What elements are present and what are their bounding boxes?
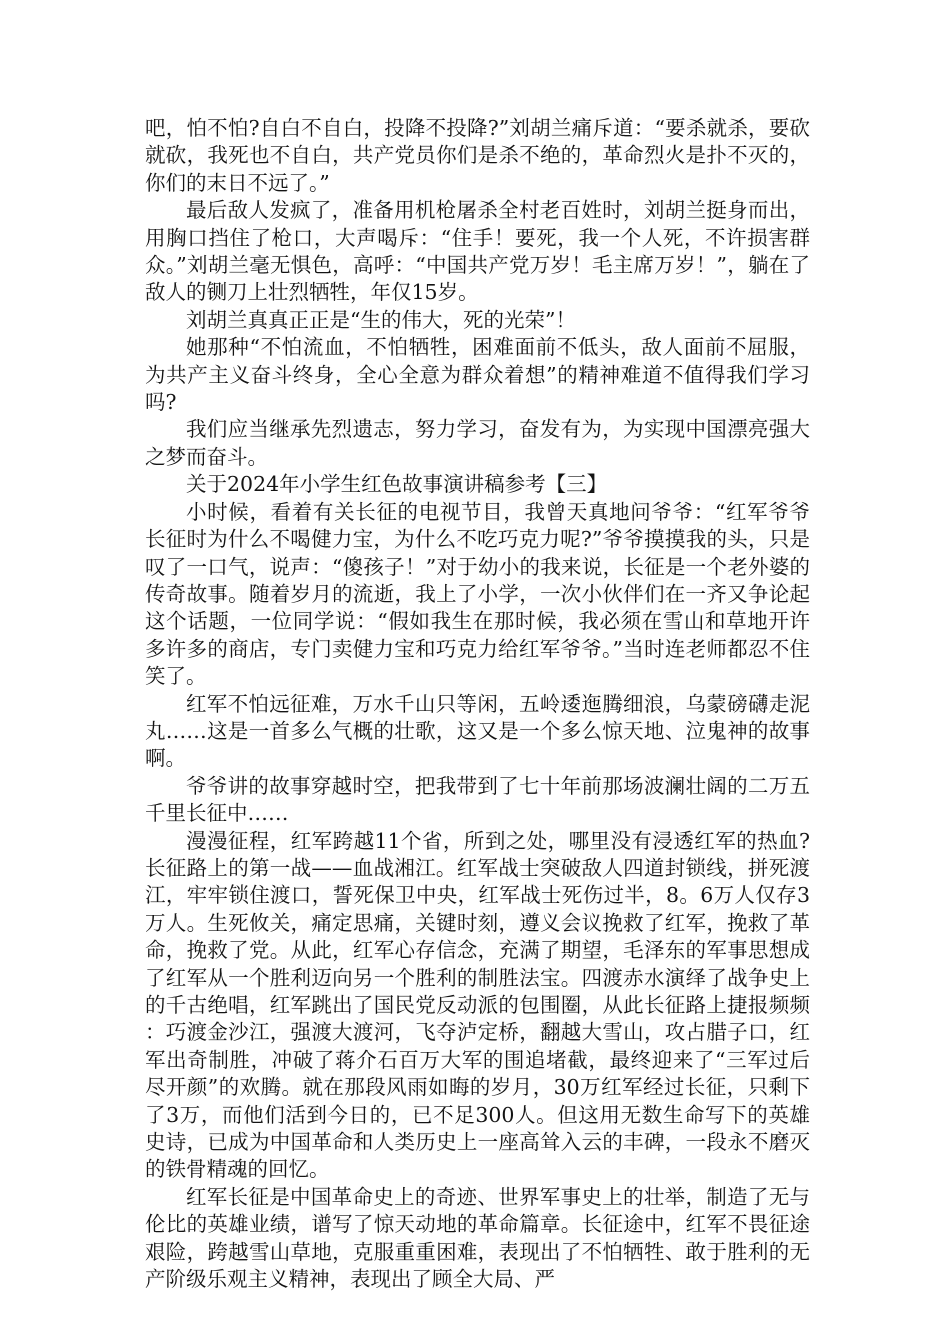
paragraph-3: 刘胡兰真真正正是“生的伟大，死的光荣”！ <box>186 307 576 332</box>
paragraph-5: 我们应当继承先烈遗志，努力学习，奋发有为，为实现中国漂亮强大之梦而奋斗。 <box>145 417 810 469</box>
paragraph-1: 吧，怕不怕?自白不自白，投降不投降?”刘胡兰痛斥道：“要杀就杀，要砍就砍，我死也不自白，共产党员你们是杀不绝的，革命烈火是扑不灭的，你们的末日不远了。” <box>145 116 810 195</box>
paragraph-10: 漫漫征程，红军跨越11个省，所到之处，哪里没有浸透红军的热血?长征路上的第一战——血战湘江。红军战士突破敌人四道封锁线，拼死渡江，牢牢锁住渡口，誓死保卫中央，红军战士死伤过半，8。6万人仅存3万人。生死攸关，痛定思痛，关键时刻，遵义会议挽救了红军，挽救了革命，挽救了党。从此，红军心存信念，充满了期望，毛泽东的军事思想成了红军从一个胜利迈向另一个胜利的制胜法宝。四渡赤水演绎了战争史上的千古绝唱，红军跳出了国民党反动派的包围圈，从此长征路上捷报频频：巧渡金沙江，强渡大渡河，飞夺泸定桥，翻越大雪山，攻占腊子口，红军出奇制胜，冲破了蒋介石百万大军的围追堵截，最终迎来了“三军过后尽开颜”的欢腾。就在那段风雨如晦的岁月，30万红军经过长征，只剩下了3万，而他们活到今日的，已不足300人。但这用无数生命写下的英雄史诗，已成为中国革命和人类历史上一座高耸入云的丰碑，一段永不磨灭的铁骨精魂的回忆。 <box>145 828 810 1182</box>
paragraph-4: 她那种“不怕流血，不怕牺牲，困难面前不低头，敌人面前不屈服，为共产主义奋斗终身，全心全意为群众着想”的精神难道不值得我们学习吗? <box>145 335 810 415</box>
paragraph-2: 最后敌人发疯了，准备用机枪屠杀全村老百姓时，刘胡兰挺身而出，用胸口挡住了枪口，大声喝斥：“住手！要死，我一个人死，不许损害群众。”刘胡兰毫无惧色，高呼：“中国共产党万岁！毛主席万岁！”，躺在了敌人的铡刀上壮烈牺牲，年仅15岁。 <box>145 198 810 305</box>
paragraph-11: 红军长征是中国革命史上的奇迹、世界军事史上的壮举，制造了无与伦比的英雄业绩，谱写了惊天动地的革命篇章。长征途中，红军不畏征途艰险，跨越雪山草地，克服重重困难，表现出了不怕牺牲、敢于胜利的无产阶级乐观主义精神，表现出了顾全大局、严 <box>145 1184 810 1292</box>
document-body <box>145 115 810 1293</box>
paragraph-7: 小时候，看着有关长征的电视节目，我曾天真地问爷爷：“红军爷爷长征时为什么不喝健力宝，为什么不吃巧克力呢?”爷爷摸摸我的头，只是叹了一口气，说声：“傻孩子！”对于幼小的我来说，长征是一个老外婆的传奇故事。随着岁月的流逝，我上了小学，一次小伙伴们在一齐又争论起这个话题，一位同学说：“假如我生在那时候，我必须在雪山和草地开许多许多的商店，专门卖健力宝和巧克力给红军爷爷。”当时连老师都忍不住笑了。 <box>145 499 810 689</box>
paragraph-8: 红军不怕远征难，万水千山只等闲，五岭逶迤腾细浪，乌蒙磅礴走泥丸……这是一首多么气概的壮歌，这又是一个多么惊天地、泣鬼神的故事啊。 <box>145 691 810 771</box>
section-heading: 关于2024年小学生红色故事演讲稿参考【三】 <box>186 472 608 497</box>
paragraph-9: 爷爷讲的故事穿越时空，把我带到了七十年前那场波澜壮阔的二万五千里长征中…… <box>145 773 810 826</box>
